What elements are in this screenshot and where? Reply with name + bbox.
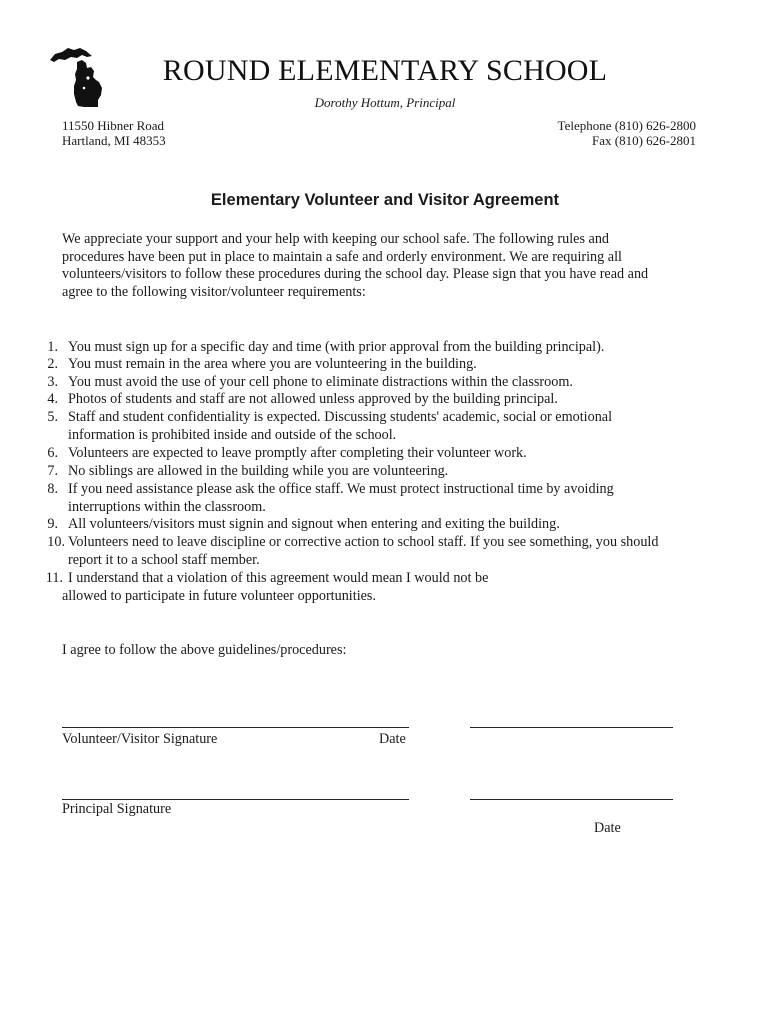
- rule-number: 1.: [47, 339, 58, 355]
- intro-line: We appreciate your support and your help with keeping our school safe. The following rules and: [62, 231, 610, 247]
- rule-text: allowed to participate in future volunteer opportunities.: [62, 588, 377, 604]
- principal-name: Dorothy Hottum, Principal: [314, 95, 456, 110]
- rule-number: 8.: [47, 481, 58, 497]
- address-street: 11550 Hibner Road: [62, 118, 165, 133]
- rule-text: You must remain in the area where you are volunteering in the building.: [68, 356, 477, 372]
- rule-number: 3.: [47, 374, 58, 390]
- volunteer-signature-label: Volunteer/Visitor Signature: [62, 731, 218, 747]
- agree-statement: I agree to follow the above guidelines/procedures:: [62, 642, 347, 658]
- rule-text: If you need assistance please ask the office staff. We must protect instructional time by avoiding: [68, 481, 614, 497]
- volunteer-date-line[interactable]: [470, 727, 673, 728]
- rule-text: Photos of students and staff are not allowed unless approved by the building principal.: [68, 391, 558, 407]
- form-title: Elementary Volunteer and Visitor Agreement: [210, 191, 560, 209]
- telephone: Telephone (810) 626-2800: [557, 118, 696, 133]
- rule-text: You must avoid the use of your cell phone to eliminate distractions within the classroom.: [68, 374, 573, 390]
- principal-date-line[interactable]: [470, 799, 673, 800]
- rule-number: 7.: [47, 463, 58, 479]
- school-name: ROUND ELEMENTARY SCHOOL: [162, 54, 608, 87]
- rule-text: I understand that a violation of this agreement would mean I would not be: [68, 570, 489, 586]
- rule-number: 6.: [47, 445, 58, 461]
- volunteer-signature-line[interactable]: [62, 727, 409, 728]
- rule-text: You must sign up for a specific day and time (with prior approval from the building principal).: [68, 339, 605, 355]
- intro-line: volunteers/visitors to follow these procedures during the school day. Please sign that you have read and: [62, 266, 649, 282]
- rule-text: report it to a school staff member.: [68, 552, 260, 568]
- rule-text: No siblings are allowed in the building while you are volunteering.: [68, 463, 449, 479]
- rule-text: All volunteers/visitors must signin and signout when entering and exiting the building.: [68, 516, 560, 532]
- rule-text: information is prohibited inside and outside of the school.: [68, 427, 397, 443]
- rule-text: Volunteers are expected to leave promptly after completing their volunteer work.: [68, 445, 527, 461]
- rule-number: 5.: [47, 409, 58, 425]
- principal-signature-label: Principal Signature: [62, 801, 172, 817]
- rule-number: 11.: [45, 570, 63, 586]
- date-label: Date: [594, 820, 621, 836]
- rule-number: 2.: [47, 356, 58, 372]
- rule-number: 10.: [47, 534, 65, 550]
- intro-line: procedures have been put in place to maintain a safe and orderly environment. We are requiring all: [62, 249, 622, 265]
- fax: Fax (810) 626-2801: [592, 133, 696, 148]
- intro-line: agree to the following visitor/volunteer requirements:: [62, 284, 366, 300]
- rule-number: 9.: [47, 516, 58, 532]
- principal-signature-line[interactable]: [62, 799, 409, 800]
- rule-text: Volunteers need to leave discipline or corrective action to school staff. If you see something, you should: [68, 534, 659, 550]
- rule-number: 4.: [47, 391, 58, 407]
- address-city: Hartland, MI 48353: [62, 133, 166, 148]
- date-label: Date: [379, 731, 406, 747]
- rule-text: Staff and student confidentiality is expected. Discussing students' academic, social or emotional: [68, 409, 613, 425]
- rule-text: interruptions within the classroom.: [68, 499, 266, 515]
